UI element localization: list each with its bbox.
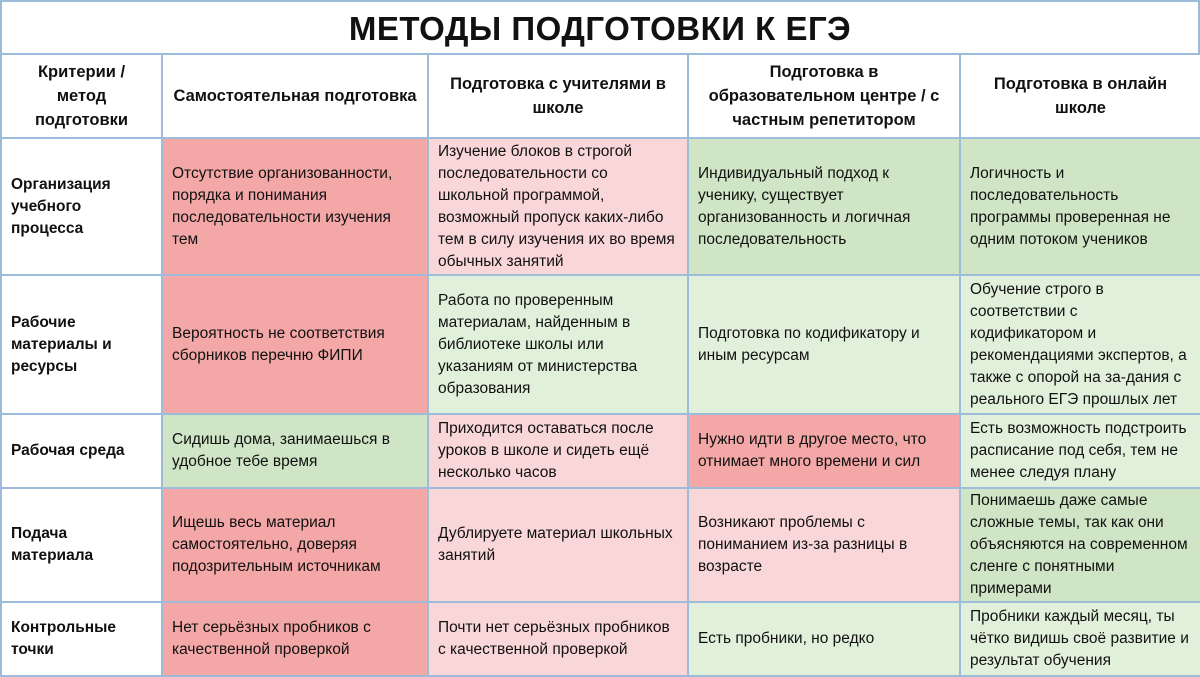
header-criteria: Критерии / метод подготовки [1,54,162,138]
table-row [1,275,1200,414]
table-cell: Пробники каждый месяц, ты чётко видишь своё развитие и результат обучения [960,602,1200,676]
table-cell: Приходится оставаться после уроков в школе и сидеть ещё несколько часов [428,414,688,488]
header-tutor-center: Подготовка в образовательном центре / с частным репетитором [688,54,960,138]
table-cell: Понимаешь даже самые сложные темы, так как они объясняются на современном сленге с понятными примерами [960,488,1200,602]
table-row [1,488,1200,602]
criterion-cell: Подача материала [1,488,162,602]
table-cell: Отсутствие организованности, порядка и понимания последовательности изучения тем [162,138,428,275]
criterion-cell: Контрольные точки [1,602,162,676]
header-school-teachers: Подготовка с учителями в школе [428,54,688,138]
table-cell: Изучение блоков в строгой последовательности со школьной программой, возможный пропуск каких-либо тем в силу изучения их во время обычных занятий [428,138,688,275]
table-cell: Ищешь весь материал самостоятельно, доверяя подозрительным источникам [162,488,428,602]
table-cell: Вероятность не соответствия сборников перечню ФИПИ [162,275,428,414]
table-cell: Индивидуальный подход к ученику, существует организованность и логичная последовательность [688,138,960,275]
table-cell: Возникают проблемы с пониманием из-за разницы в возрасте [688,488,960,602]
header-online-school: Подготовка в онлайн школе [960,54,1200,138]
criterion-cell: Рабочая среда [1,414,162,488]
table-cell: Обучение строго в соответствии с кодификатором и рекомендациями экспертов, а также с опорой на за-дания с реального ЕГЭ прошлых лет [960,275,1200,414]
table-cell: Нужно идти в другое место, что отнимает много времени и сил [688,414,960,488]
table-cell: Работа по проверенным материалам, найденным в библиотеке школы или указаниям от министерства образования [428,275,688,414]
table-cell: Нет серьёзных пробников с качественной проверкой [162,602,428,676]
table-cell: Почти нет серьёзных пробников с качественной проверкой [428,602,688,676]
table-row [1,414,1200,488]
page-title: МЕТОДЫ ПОДГОТОВКИ К ЕГЭ [0,0,1200,53]
header-self-study: Самостоятельная подготовка [162,54,428,138]
table-cell: Есть возможность подстроить расписание под себя, тем не менее следуя плану [960,414,1200,488]
table-cell: Дублируете материал школьных занятий [428,488,688,602]
table-cell: Логичность и последовательность программы проверенная не одним потоком учеников [960,138,1200,275]
criterion-cell: Рабочие материалы и ресурсы [1,275,162,414]
table-cell: Есть пробники, но редко [688,602,960,676]
table-cell: Подготовка по кодификатору и иным ресурсам [688,275,960,414]
table-row [1,602,1200,676]
criterion-cell: Организация учебного процесса [1,138,162,275]
comparison-table [0,53,1200,677]
table-row [1,138,1200,275]
table-cell: Сидишь дома, занимаешься в удобное тебе время [162,414,428,488]
header-row [1,54,1200,138]
